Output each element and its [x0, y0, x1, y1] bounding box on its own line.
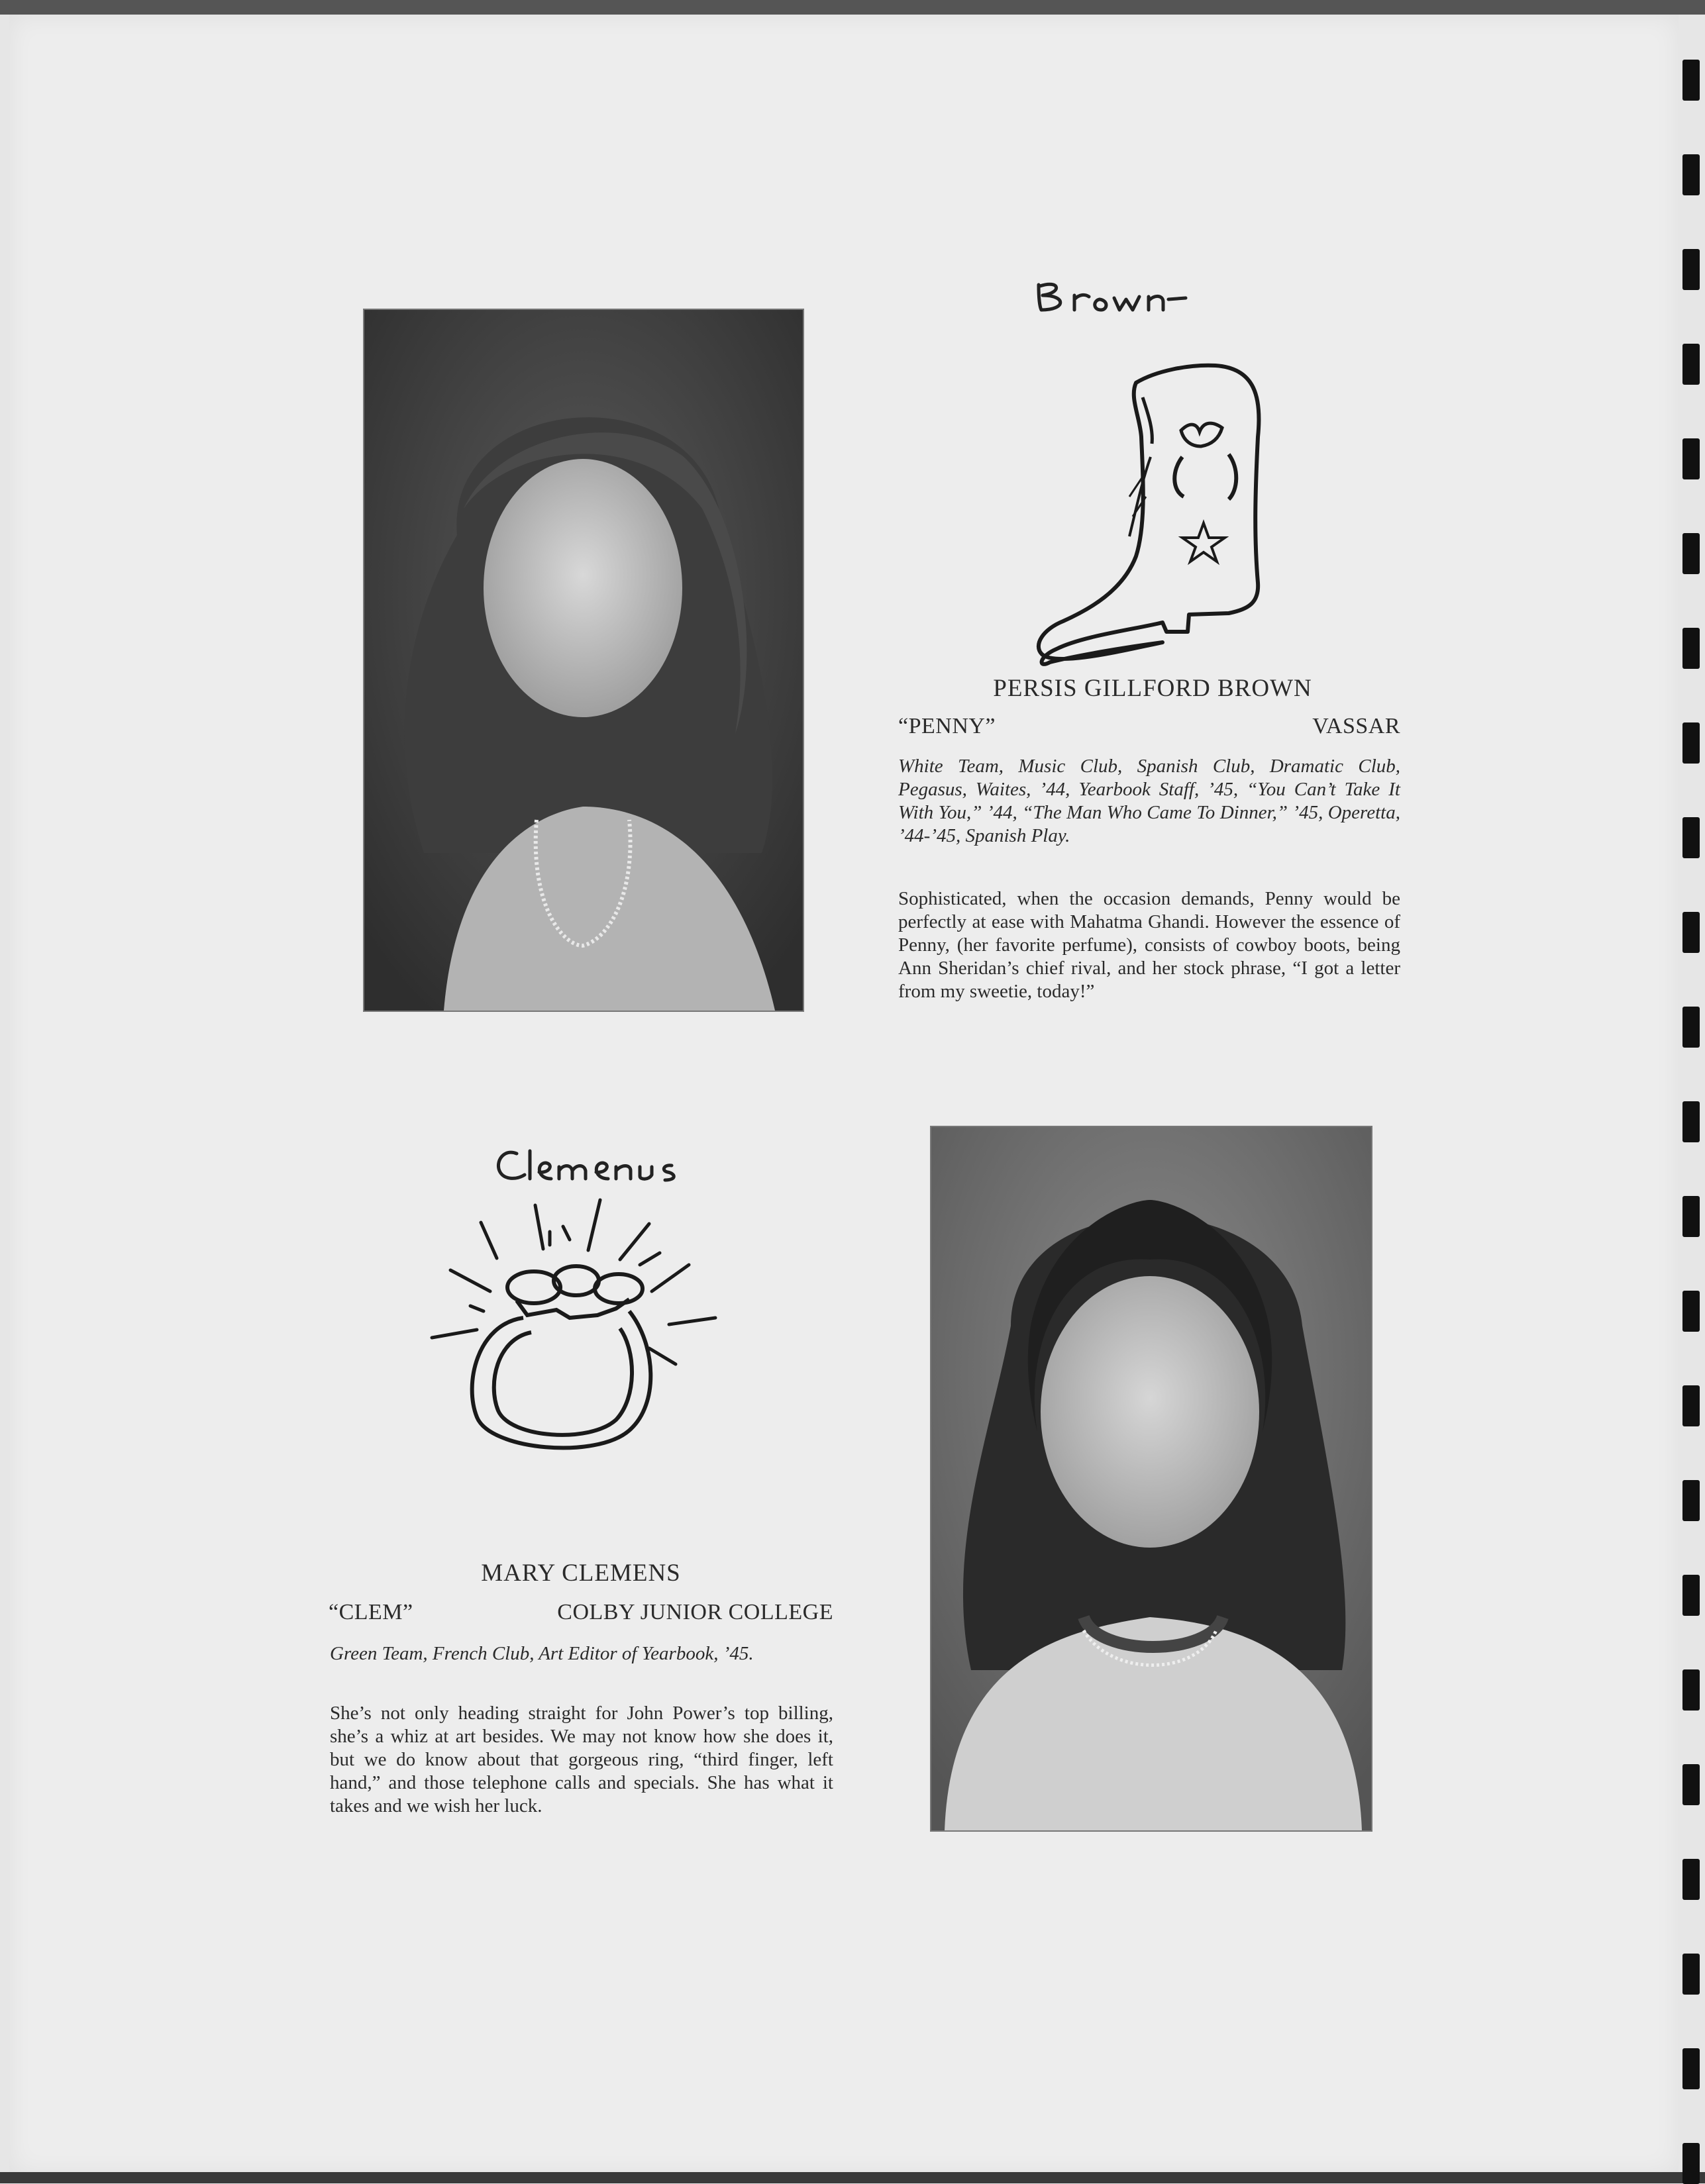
binding-ring [1682, 722, 1700, 764]
diamond-ring-icon [424, 1192, 755, 1457]
binding-ring [1682, 1291, 1700, 1332]
cowboy-boot-icon [1030, 358, 1275, 669]
page-top-edge [0, 0, 1705, 15]
binding-ring [1682, 154, 1700, 195]
binding-ring [1682, 628, 1700, 669]
page-bottom-edge [0, 2172, 1705, 2183]
binding-ring [1682, 1859, 1700, 1900]
binding-ring [1682, 438, 1700, 479]
binding-ring [1682, 1007, 1700, 1048]
portrait-photo-brown [363, 309, 804, 1012]
binding-ring [1682, 2048, 1700, 2089]
bio-text: She’s not only heading straight for John Power’s top billing, she’s a whiz at art besides. We may not know how she does it, but we do know about that gorgeous ring, “third finger, left hand,” and those telephone calls and specials. She has what it takes and we wish her luck. [330, 1703, 833, 1816]
spiral-binding [1679, 0, 1705, 2183]
binding-ring [1682, 1101, 1700, 1142]
student-name: MARY CLEMENS [481, 1560, 681, 1587]
bio-text: Sophisticated, when the occasion demands, Penny would be perfectly at ease with Mahatma Ghandi. However the essence of Penny, (her favorite perfume), consists of cowboy boots, being Ann Sheridan’s chief rival, and her stock phrase, “I got a letter from my sweetie, today!” [898, 888, 1400, 1002]
portrait-photo-clemens [930, 1126, 1372, 1832]
binding-ring [1682, 1575, 1700, 1616]
nickname: “PENNY” [898, 714, 996, 738]
binding-ring [1682, 1669, 1700, 1711]
binding-ring [1682, 60, 1700, 101]
binding-ring [1682, 249, 1700, 290]
college: COLBY JUNIOR COLLEGE [557, 1600, 833, 1624]
binding-ring [1682, 912, 1700, 953]
binding-ring [1682, 1385, 1700, 1426]
college: VASSAR [1312, 714, 1400, 738]
binding-ring [1682, 1764, 1700, 1805]
activities-text: Green Team, French Club, Art Editor of Yearbook, ’45. [330, 1643, 754, 1664]
nickname: “CLEM” [329, 1600, 413, 1624]
binding-ring [1682, 817, 1700, 858]
signature-clemens [490, 1142, 702, 1189]
signature-brown [1033, 273, 1206, 319]
binding-ring [1682, 344, 1700, 385]
binding-ring [1682, 1196, 1700, 1237]
binding-ring [1682, 1954, 1700, 1995]
yearbook-page [9, 15, 1679, 2175]
student-name: PERSIS GILLFORD BROWN [993, 675, 1312, 702]
activities-text: White Team, Music Club, Spanish Club, Dramatic Club, Pegasus, Waites, ’44, Yearbook Staff, ’45, “You Can’t Take It With You,” ’44, “The Man Who Came To Dinner,” ’45, Operetta, ’44-’45, Spanish Play. [898, 756, 1400, 846]
binding-ring [1682, 533, 1700, 574]
binding-ring [1682, 2143, 1700, 2184]
binding-ring [1682, 1480, 1700, 1521]
